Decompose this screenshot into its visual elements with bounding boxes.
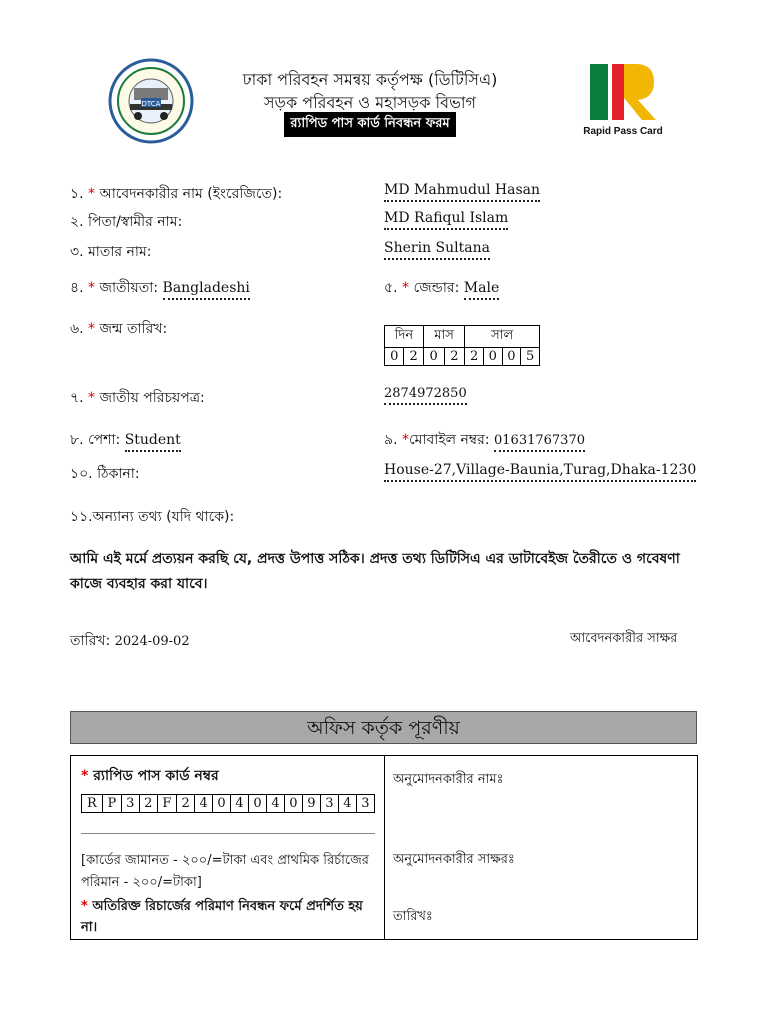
- field-gender-label: [384, 276, 499, 300]
- field-nid-value: 2874972850: [384, 386, 467, 405]
- date-label: তারিখ:: [70, 633, 111, 649]
- field-text: ৮. পেশা:: [70, 432, 121, 448]
- field-address-label: ১০. ঠিকানা:: [70, 466, 140, 482]
- field-nationality-value: Bangladeshi: [163, 280, 250, 300]
- dob-digit: 0: [385, 348, 404, 366]
- field-nid-label: [70, 386, 205, 410]
- dob-digit: 0: [423, 348, 444, 366]
- card-number-char: 2: [177, 795, 195, 813]
- card-number-char: 4: [195, 795, 213, 813]
- card-number-char: F: [157, 795, 176, 813]
- office-divider: [384, 756, 385, 939]
- dtca-logo-text: DTCA: [141, 100, 161, 108]
- field-text: জেন্ডার:: [413, 280, 460, 296]
- field-text: আবেদনকারীর নাম (ইংরেজিতে):: [99, 186, 283, 202]
- card-number-char: 3: [356, 795, 374, 813]
- card-number-char: 4: [231, 795, 249, 813]
- field-dob-label: [70, 317, 167, 341]
- card-number-char: 3: [121, 795, 139, 813]
- required-asterisk: *: [81, 899, 88, 914]
- card-number-char: 2: [139, 795, 157, 813]
- dob-digit: 5: [521, 348, 540, 366]
- card-number-char: 4: [266, 795, 284, 813]
- card-number-char: 0: [284, 795, 302, 813]
- dob-digit: 2: [444, 348, 465, 366]
- dob-digit: 0: [483, 348, 502, 366]
- field-father-label: ২. পিতা/স্বামীর নাম:: [70, 214, 183, 230]
- field-number: ৭.: [70, 390, 84, 406]
- field-mother-value: Sherin Sultana: [384, 240, 490, 260]
- card-number-label-text: র‍্যাপিড পাস কার্ড নম্বর: [93, 768, 219, 784]
- field-text: জন্ম তারিখ:: [99, 321, 168, 337]
- field-number: ১.: [70, 186, 84, 202]
- date-row: [70, 629, 190, 653]
- field-text: জাতীয় পরিচয়পত্র:: [99, 390, 205, 406]
- required-asterisk: *: [88, 280, 95, 296]
- ministry-name: সড়ক পরিবহন ও মহাসড়ক বিভাগ: [263, 93, 477, 112]
- field-mobile-value: 01631767370: [494, 433, 585, 452]
- field-text: মোবাইল নম্বর:: [409, 432, 490, 448]
- dtca-logo: [108, 58, 194, 144]
- card-number-char: 0: [249, 795, 267, 813]
- office-box: [70, 755, 698, 940]
- field-father-value: MD Rafiqul Islam: [384, 210, 508, 230]
- required-asterisk: *: [88, 321, 96, 337]
- date-value: 2024-09-02: [114, 634, 190, 649]
- card-number-label: [81, 764, 219, 788]
- dob-header-year: সাল: [465, 326, 540, 348]
- field-number: ৯.: [384, 432, 398, 448]
- dob-digit: 2: [465, 348, 484, 366]
- field-occupation-label: [70, 428, 181, 452]
- office-section-title: অফিস কর্তৃক পূরণীয়: [70, 711, 697, 744]
- field-other-info-label: ১১.অন্যান্য তথ্য (যদি থাকে):: [70, 509, 235, 525]
- dob-digit: 2: [404, 348, 423, 366]
- field-number: ৬.: [70, 321, 84, 337]
- field-name-label: [70, 182, 282, 206]
- org-name: ঢাকা পরিবহন সমন্বয় কর্তৃপক্ষ (ডিটিসিএ): [242, 70, 498, 89]
- dob-digit: 0: [502, 348, 521, 366]
- required-asterisk: *: [402, 280, 409, 296]
- rapid-pass-logo: [566, 52, 680, 144]
- office-rule: [81, 833, 375, 834]
- rapid-pass-logo-text: Rapid Pass Card: [583, 126, 663, 137]
- declaration-text: আমি এই মর্মে প্রত্যয়ন করছি যে, প্রদত্ত উপাত্ত সঠিক। প্রদত্ত তথ্য ডিটিসিএ এর ডাটাবেইজ তৈরীতে ও গবেষণা কাজে ব্যবহার করা যাবে।: [70, 551, 680, 592]
- card-number-char: R: [82, 795, 103, 813]
- form-title: র‍্যাপিড পাস কার্ড নিবন্ধন ফরম: [284, 112, 455, 137]
- dob-header-day: দিন: [385, 326, 424, 348]
- approver-date-label: তারিখঃ: [393, 909, 433, 924]
- card-number-char: 3: [320, 795, 338, 813]
- card-number-char: 4: [338, 795, 356, 813]
- field-number: ৫.: [384, 280, 398, 296]
- field-name-value: MD Mahmudul Hasan: [384, 182, 540, 202]
- required-asterisk: *: [88, 186, 95, 202]
- required-asterisk: *: [402, 432, 409, 448]
- field-gender-value: Male: [464, 280, 499, 300]
- field-address-value: House-27,Village-Baunia,Turag,Dhaka-1230: [384, 462, 696, 482]
- field-nationality-label: [70, 276, 250, 300]
- required-asterisk: *: [88, 390, 96, 406]
- card-number-char: 9: [302, 795, 320, 813]
- dob-header-month: মাস: [423, 326, 464, 348]
- approver-name-label: অনুমোদনকারীর নামঃ: [393, 772, 504, 787]
- recharge-note: [81, 896, 377, 938]
- dob-grid: [384, 325, 540, 366]
- field-mother-label: ৩. মাতার নাম:: [70, 244, 152, 260]
- approver-signature-label: অনুমোদনকারীর সাক্ষরঃ: [393, 852, 515, 867]
- card-number-char: P: [102, 795, 121, 813]
- field-mobile-label: [384, 428, 585, 452]
- recharge-note-text: অতিরিক্ত রিচার্জের পরিমাণ নিবন্ধন ফর্মে প্রদর্শিত হয় না।: [81, 899, 363, 935]
- card-number-char: 0: [213, 795, 231, 813]
- applicant-signature-label: আবেদনকারীর সাক্ষর: [570, 631, 678, 646]
- field-occupation-value: Student: [125, 432, 181, 452]
- deposit-note: [কার্ডের জামানত - ২০০/=টাকা এবং প্রাথমিক রির্চাজের পরিমান - ২০০/=টাকা]: [81, 853, 369, 890]
- field-text: জাতীয়তা:: [99, 280, 159, 296]
- card-number-grid: [81, 794, 375, 813]
- required-asterisk: *: [81, 768, 89, 784]
- form-title-wrap: [190, 112, 550, 137]
- field-number: ৪.: [70, 280, 84, 296]
